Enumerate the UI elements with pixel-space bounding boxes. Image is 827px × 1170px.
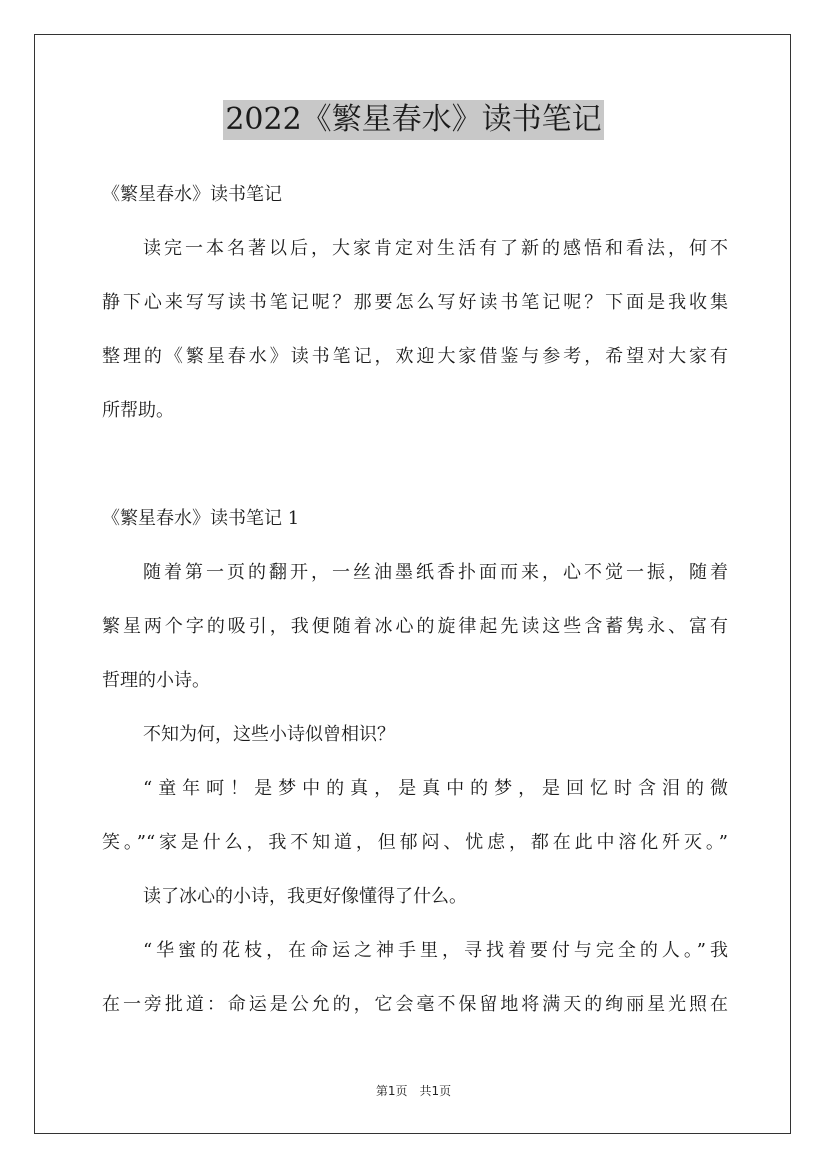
title-container [0, 100, 827, 140]
paragraph-line: 静下心来写写读书笔记呢？那要怎么写好读书笔记呢？下面是我收集 [102, 292, 728, 313]
page-footer [0, 1082, 827, 1099]
paragraph-line: 所帮助。 [102, 400, 174, 421]
document-title: 2022《繁星春水》读书笔记 [223, 100, 603, 140]
paragraph-line: “童年呵！是梦中的真，是真中的梦，是回忆时含泪的微 [143, 778, 728, 799]
paragraph-line: 不知为何，这些小诗似曾相识？ [143, 724, 395, 745]
document-body [102, 168, 728, 1032]
paragraph-line: 整理的《繁星春水》读书笔记，欢迎大家借鉴与参考，希望对大家有 [102, 346, 728, 367]
page-number: 第1页 共1页 [375, 1084, 452, 1098]
section-heading: 《繁星春水》读书笔记 1 [102, 508, 300, 529]
paragraph-line: 繁星两个字的吸引，我便随着冰心的旋律起先读这些含蓄隽永、富有 [102, 616, 728, 637]
paragraph-line: 随着第一页的翻开，一丝油墨纸香扑面而来，心不觉一振，随着 [143, 562, 728, 583]
paragraph-line: “华蜜的花枝，在命运之神手里，寻找着要付与完全的人。”我 [143, 940, 728, 961]
paragraph-line: 读完一本名著以后，大家肯定对生活有了新的感悟和看法，何不 [143, 238, 728, 259]
paragraph-line: 哲理的小诗。 [102, 670, 210, 691]
section-heading: 《繁星春水》读书笔记 [102, 184, 282, 205]
paragraph-line: 在一旁批道：命运是公允的，它会毫不保留地将满天的绚丽星光照在 [102, 994, 728, 1015]
paragraph-line: 读了冰心的小诗，我更好像懂得了什么。 [143, 886, 467, 907]
paragraph-line: 笑。”“家是什么，我不知道，但郁闷、忧虑，都在此中溶化歼灭。” [102, 832, 728, 853]
section-gap [102, 438, 728, 492]
